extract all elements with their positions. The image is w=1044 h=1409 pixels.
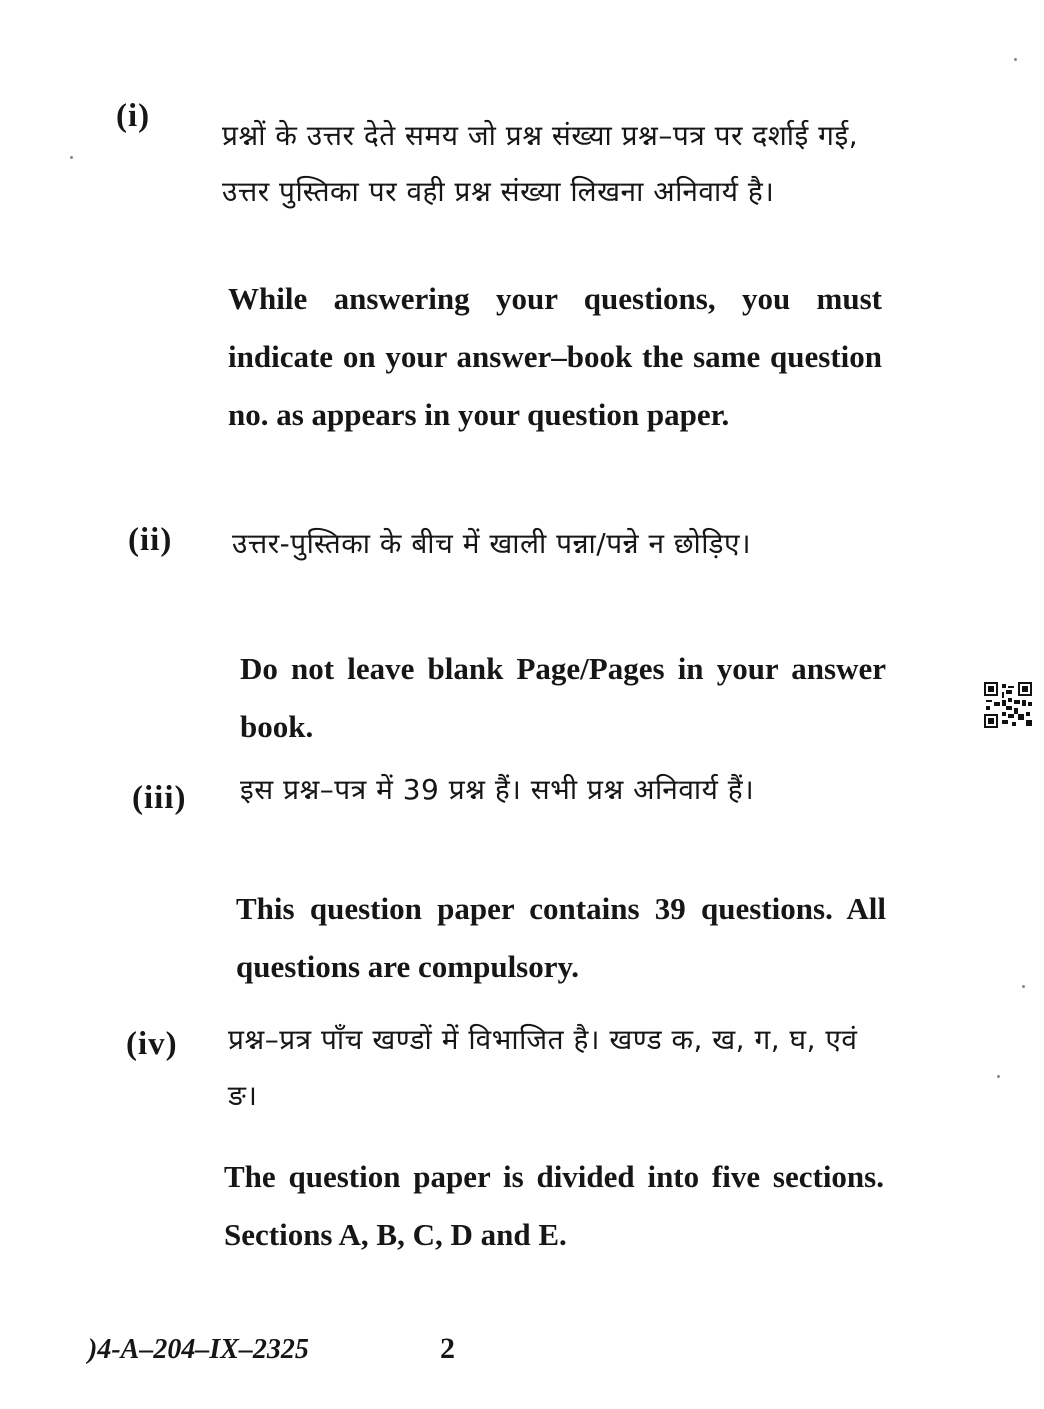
paper-code: )4-A–204–IX–2325 bbox=[88, 1334, 309, 1365]
instruction-hindi: इस प्रश्न–पत्र में 39 प्रश्न हैं। सभी प्रश्न अनिवार्य हैं। bbox=[240, 773, 755, 806]
instruction-english: The question paper is divided into five sections. Sections A, B, C, D and E. bbox=[224, 1159, 884, 1252]
qr-code-icon bbox=[984, 682, 1032, 728]
instruction-number: (iv) bbox=[126, 1026, 178, 1062]
scan-speck bbox=[70, 156, 73, 159]
page-number: 2 bbox=[440, 1332, 455, 1365]
instruction-number: (i) bbox=[116, 98, 151, 134]
instruction-hindi: प्रश्नों के उत्तर देते समय जो प्रश्न संख्या प्रश्न–पत्र पर दर्शाई गई, उत्तर पुस्तिका पर वही प्रश्न संख्या लिखना अनिवार्य है। bbox=[222, 119, 859, 208]
instruction-hindi: उत्तर-पुस्तिका के बीच में खाली पन्ना/पन्ने न छोड़िए। bbox=[232, 527, 752, 560]
instruction-number: (ii) bbox=[128, 522, 173, 558]
scan-speck bbox=[1014, 58, 1017, 61]
instruction-english: Do not leave blank Page/Pages in your answer book. bbox=[240, 651, 886, 744]
scan-speck bbox=[997, 1075, 1000, 1078]
instruction-english: This question paper contains 39 questions. All questions are compulsory. bbox=[236, 891, 886, 984]
instruction-english: While answering your questions, you must indicate on your answer–book the same question no. as appears in your question paper. bbox=[228, 281, 882, 432]
scan-speck bbox=[1022, 985, 1025, 988]
instruction-hindi: प्रश्न–प्रत्र पाँच खण्डों में विभाजित है। खण्ड क, ख, ग, घ, एवं ङ। bbox=[228, 1023, 858, 1112]
instruction-number: (iii) bbox=[132, 780, 187, 816]
